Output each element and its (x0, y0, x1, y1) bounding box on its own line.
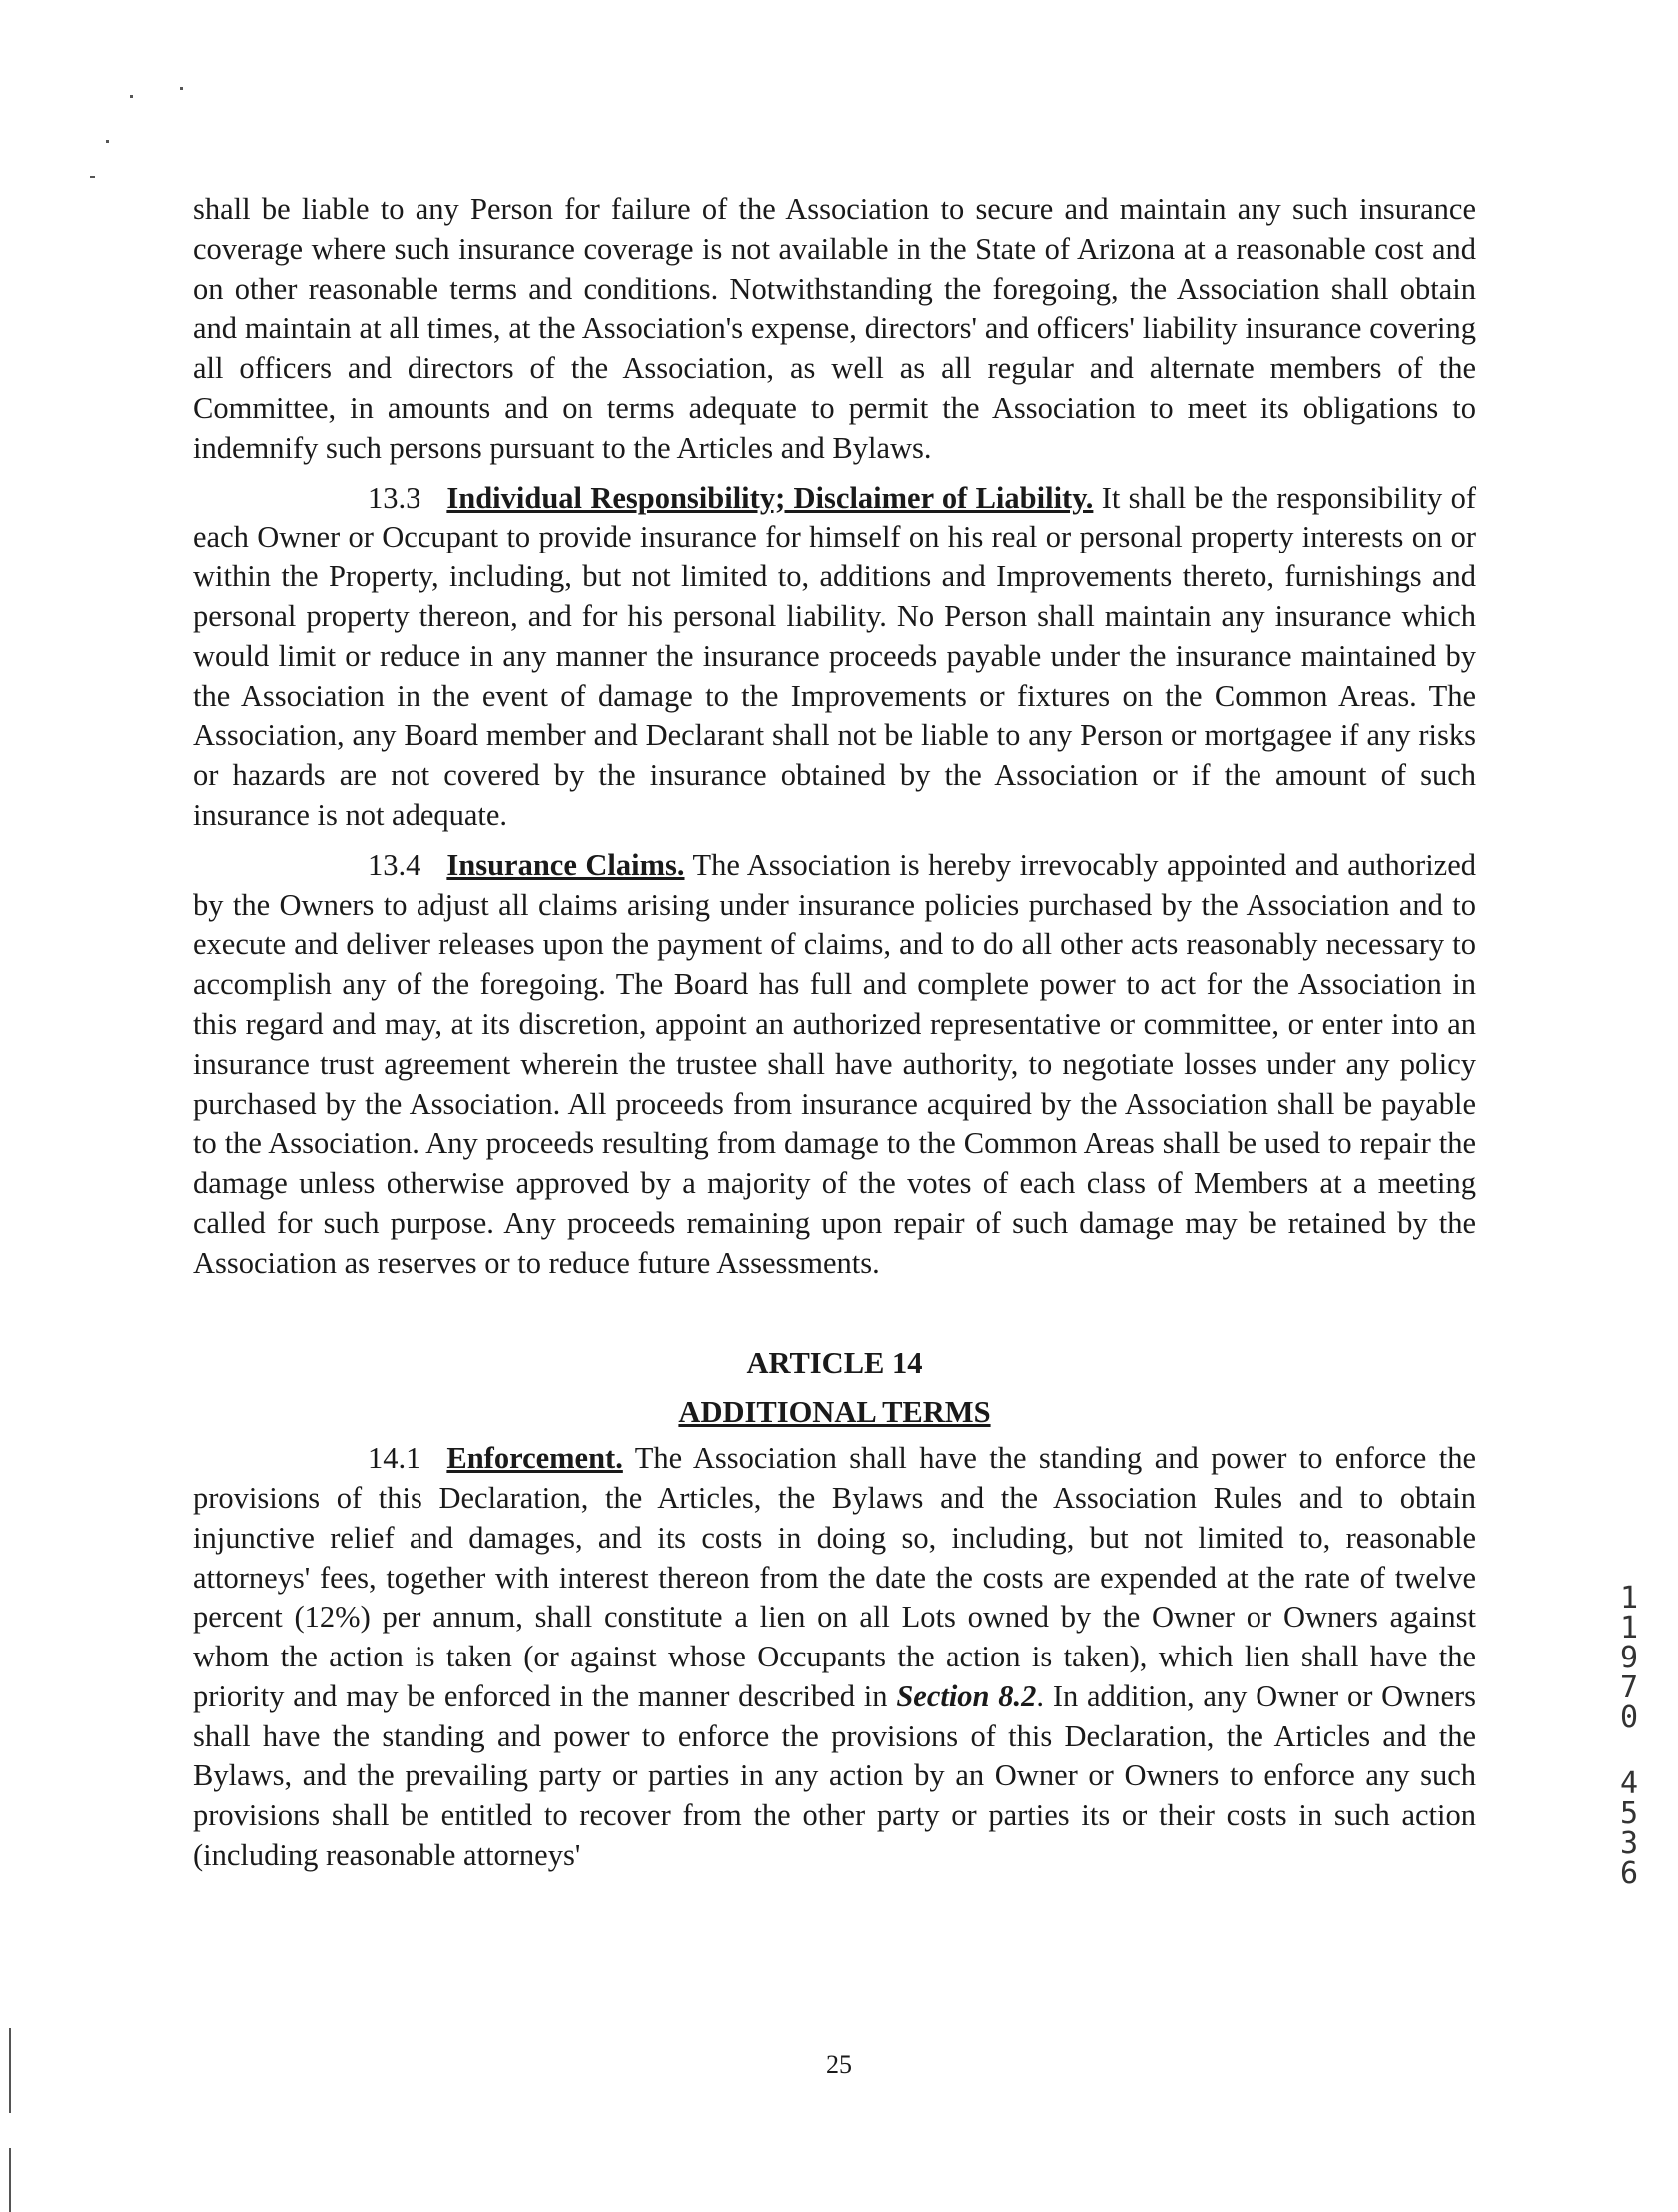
article-title: ADDITIONAL TERMS (678, 1395, 991, 1430)
scan-edge-line (9, 2148, 11, 2212)
document-body (193, 190, 1476, 1876)
scan-speck (90, 176, 95, 178)
scan-speck (180, 87, 183, 90)
article-heading-block (193, 1344, 1476, 1434)
section-number: 13.4 (368, 847, 421, 882)
section-title: Individual Responsibility; Disclaimer of Liability. (446, 480, 1094, 515)
section-body: The Association is hereby irrevocably appointed and authorized by the Owners to adjust all claims arising under insurance policies purchased by the Association and to execute and deliver releases upon the payment of claims, and to do all other acts reasonably necessary to accomplish any of the foregoing. The Board has full and complete power to act for the Association in this regard and may, at its discretion, appoint an authorized representative or committee, or enter into an insurance trust agreement wherein the trustee shall have authority, to negotiate losses under any policy purchased by the Association. All proceeds from insurance acquired by the Association shall be payable to the Association. Any proceeds resulting from damage to the Common Areas shall be used to repair the damage unless otherwise approved by a majority of the votes of each class of Members at a meeting called for such purpose. Any proceeds remaining upon repair of such damage may be retained by the Association as reserves or to reduce future Assessments. (193, 847, 1476, 1280)
recording-stamp (1616, 1581, 1642, 1891)
paragraph-continuation: shall be liable to any Person for failure of the Association to secure and maintain any such insurance coverage where such insurance coverage is not available in the State of Arizona at a reasonable cost and on other reasonable terms and conditions. Notwithstanding the foregoing, the Association shall obtain and maintain at all times, at the Association's expense, directors' and officers' liability insurance covering all officers and directors of the Association, as well as all regular and alternate members of the Committee, in amounts and on terms adequate to permit the Association to meet its obligations to indemnify such persons pursuant to the Articles and Bylaws. (193, 192, 1476, 465)
stamp-digit: 1 (1619, 1581, 1639, 1616)
section-body: It shall be the responsibility of each Owner or Occupant to provide insurance for himself on his real or personal property interests on or within the Property, including, but not limited to, additions and Improvements thereto, furnishings and personal property thereon, and for his personal liability. No Person shall maintain any insurance which would limit or reduce in any manner the insurance proceeds payable under the insurance maintained by the Association in the event of damage to the Improvements or fixtures on the Common Areas. The Association, any Board member and Declarant shall not be liable to any Person or mortgagee if any risks or hazards are not covered by the insurance obtained by the Association or if the amount of such insurance is not adequate. (193, 480, 1476, 832)
stamp-digit: 6 (1619, 1856, 1639, 1891)
stamp-digit: 4 (1619, 1766, 1639, 1801)
section-number: 14.1 (368, 1441, 421, 1476)
section-body: The Association shall have the standing and power to enforce the provisions of this Declaration, the Articles, the Bylaws and the Association Rules and to obtain injunctive relief and damages, and its costs in doing so, including, but not limited to, reasonable attorneys' fees, together with interest thereon from the date the costs are expended at the rate of twelve percent (12%) per annum, shall constitute a lien on all Lots owned by the Owner or Owners against whom the action is taken (or against whose Occupants the action is taken), which lien shall have the priority and may be enforced in the manner described in (193, 1441, 1476, 1713)
section-14-1 (193, 1439, 1476, 1876)
article-heading: ARTICLE 14 (746, 1345, 923, 1380)
stamp-digit: 9 (1619, 1641, 1639, 1675)
page-number: 25 (826, 2050, 852, 2079)
stamp-digit: 3 (1619, 1826, 1639, 1861)
section-13-3 (193, 479, 1476, 836)
scan-speck (130, 95, 133, 98)
section-title: Insurance Claims. (446, 847, 685, 882)
section-title: Enforcement. (446, 1441, 623, 1476)
stamp-digit: 0 (1619, 1700, 1639, 1735)
scan-speck (106, 140, 109, 143)
stamp-digit: 5 (1619, 1796, 1639, 1831)
section-13-4 (193, 846, 1476, 1284)
stamp-digit: 7 (1619, 1670, 1639, 1705)
stamp-digit: 1 (1619, 1611, 1639, 1646)
section-number: 13.3 (368, 480, 421, 515)
section-body: . In addition, any Owner or Owners shall have the standing and power to enforce the provisions of this Declaration, the Articles and the Bylaws, and the prevailing party or parties in any action by an Owner or Owners to enforce any such provisions shall be entitled to recover from the other party or parties its or their costs in such action (including reasonable attorneys' (193, 1678, 1477, 1873)
section-reference: Section 8.2 (896, 1678, 1037, 1713)
